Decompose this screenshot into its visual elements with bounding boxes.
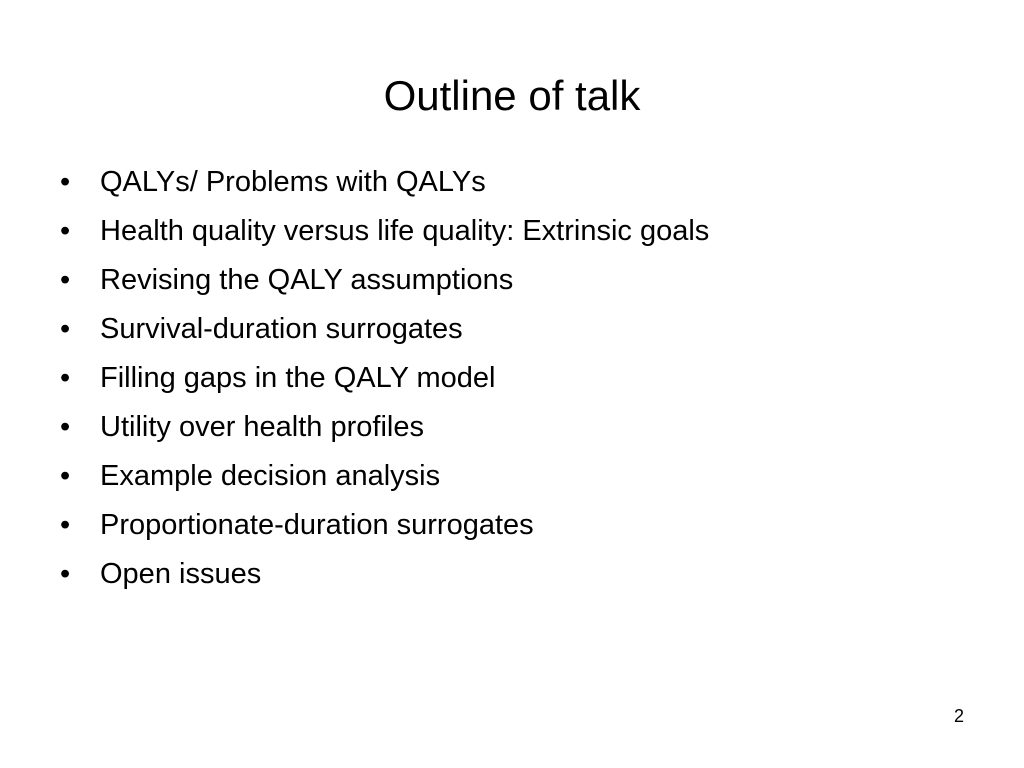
outline-item-text: QALYs/ Problems with QALYs [100, 166, 486, 198]
slide-title: Outline of talk [383, 72, 641, 119]
bullet-icon: • [60, 558, 71, 590]
bullet-icon: • [60, 313, 71, 345]
outline-item [58, 207, 988, 256]
bullet-icon: • [60, 166, 71, 198]
bullet-icon: • [60, 264, 71, 296]
outline-item [58, 403, 988, 452]
outline-item-text: Open issues [100, 558, 262, 590]
bullet-icon: • [60, 460, 71, 492]
outline-item [58, 354, 988, 403]
outline-item-text: Example decision analysis [100, 460, 441, 492]
outline-item-text: Utility over health profiles [100, 411, 424, 443]
outline-item-text: Health quality versus life quality: Extrinsic goals [100, 215, 710, 247]
outline-item [58, 256, 988, 305]
bullet-icon: • [60, 215, 71, 247]
page-number: 2 [953, 706, 964, 726]
outline-item-text: Proportionate-duration surrogates [100, 509, 534, 541]
outline-item [58, 305, 988, 354]
outline-item [58, 158, 988, 207]
outline-item [58, 501, 988, 550]
outline-list [58, 158, 988, 599]
outline-item [58, 550, 988, 599]
outline-item-text: Survival-duration surrogates [100, 313, 463, 345]
outline-item-text: Revising the QALY assumptions [100, 264, 514, 296]
bullet-icon: • [60, 411, 71, 443]
outline-item-text: Filling gaps in the QALY model [100, 362, 496, 394]
outline-item [58, 452, 988, 501]
bullet-icon: • [60, 362, 71, 394]
bullet-icon: • [60, 509, 71, 541]
